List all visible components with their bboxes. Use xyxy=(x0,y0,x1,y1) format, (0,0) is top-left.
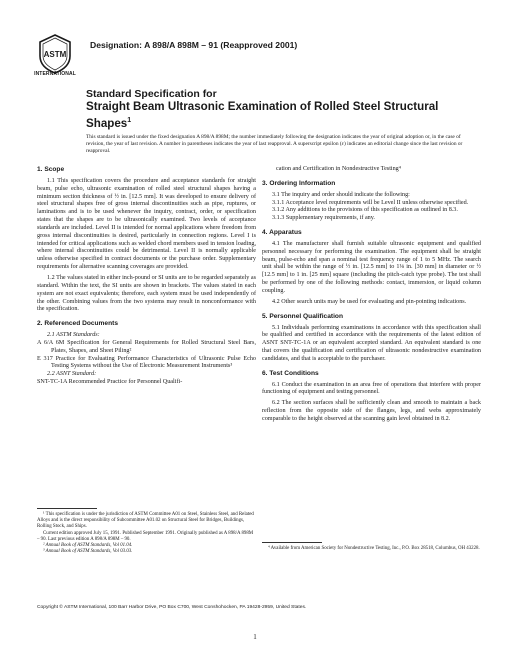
title-prefix: Standard Specification for xyxy=(86,88,217,100)
footnote-divider-right xyxy=(262,542,322,543)
section-heading-scope: 1. Scope xyxy=(37,166,65,173)
section-heading-apparatus: 4. Apparatus xyxy=(262,229,302,237)
paragraph-3-1-2: 3.1.2 Any additions to the provisions of this specification as outlined in 8.3. xyxy=(272,207,458,214)
paragraph-2-1: 2.1 ASTM Standards: xyxy=(47,332,100,339)
section-heading-referenced-documents: 2. Referenced Documents xyxy=(37,320,118,328)
footnote-4: ⁴ Available from American Society for Nondestructive Testing, Inc., P.O. Box 28518, Columbus, OH 43228. xyxy=(268,546,480,551)
title-footnote-ref: 1 xyxy=(127,116,132,124)
reference-continuation: cation and Certification in Nondestructive Testing⁴ xyxy=(276,166,401,172)
page-number: 1 xyxy=(253,633,257,641)
footnote-2: ² Annual Book of ASTM Standards, Vol 01.04. xyxy=(43,543,133,549)
paragraph-3-1-3: 3.1.3 Supplementary requirements, if any. xyxy=(272,215,375,222)
paragraph-2-2: 2.2 ASNT Standard: xyxy=(47,371,97,378)
section-heading-ordering: 3. Ordering Information xyxy=(262,179,336,187)
reference-snt-tc-1a: SNT-TC-1A Recommended Practice for Personnel Qualifi- xyxy=(37,379,183,386)
footnote-1: ¹ This specification is under the jurisdiction of ASTM Committee A01 on Steel, Stainless Steel, and Related Alloys and is the direct responsibility of Subcommittee A01.02 on Structural Steel for Bridges, Buildings, Rolling Stock, and Ships. xyxy=(37,512,254,530)
paragraph-5-1: 5.1 Individuals performing examinations in accordance with this specification shall be qualified and certified in accordance with the requirements of the latest edition of ASNT SNT-TC-1A or an equivalent accepted standard. An equivalent standard is one that covers the qualification and certification of ultrasonic nondestructive examination candidates, and that is acceptable to the purchaser. xyxy=(262,324,481,362)
footnote-divider-left xyxy=(37,508,97,509)
astm-logo xyxy=(38,34,72,74)
paragraph-3-1: 3.1 The inquiry and order should indicate the following: xyxy=(272,191,410,198)
footnote-3: ³ Annual Book of ASTM Standards, Vol 03.03. xyxy=(43,549,133,555)
paragraph-4-1: 4.1 The manufacturer shall furnish suitable ultrasonic equipment and qualified personnel necessary for performing the examination. The equipment shall be straight beam, pulse-echo and span a nominal test frequency range of 1 to 5 MHz. The search unit shall be within the range of ½ in. [12.5 mm] to 1⅛ in. [30 mm] in diameter or ½ [12.5 mm] to 1 in. [25 mm] square (including the pitch-catch type probe). The test shall be performed by one of the following methods: contact, immersion, or liquid column coupling. xyxy=(262,240,481,294)
reference-e317: E 317 Practice for Evaluating Performance Characteristics of Ultrasonic Pulse Echo Testing Systems without the Use of Electronic Measurement Instruments³ xyxy=(37,355,256,370)
title-block xyxy=(86,88,476,130)
footnote-1-edition: Current edition approved July 15, 1991. Published September 1991. Originally published as A 898/A 898M – 90. Last previous edition A 898/A 898M – 90. xyxy=(37,530,254,542)
footnotes-right xyxy=(262,546,481,552)
section-heading-personnel: 5. Personnel Qualification xyxy=(262,312,343,320)
logo-text: ASTM xyxy=(43,50,67,59)
section-heading-test-conditions: 6. Test Conditions xyxy=(262,369,319,377)
paragraph-1-2: 1.2 The values stated in either inch-pound or SI units are to be regarded separately as standard. Within the text, the SI units are shown in brackets. The values stated in each system are not exact equivalents; therefore, each system must be used independently of the other. Combining values from the two systems may result in nonconformance with the specification. xyxy=(37,274,256,313)
paragraph-6-1: 6.1 Conduct the examination in an area free of operations that interfere with proper functioning of equipment and testing personnel. xyxy=(262,381,481,396)
designation: Designation: A 898/A 898M – 91 (Reapproved 2001) xyxy=(90,40,298,50)
paragraph-1-1: 1.1 This specification covers the procedure and acceptance standards for straight beam, pulse echo, ultrasonic examination of rolled steel structural shapes having a minimum section thickness of ½ in. [12.5 mm]. It was developed to ensure delivery of steel structural shapes free of gross internal discontinuities such as pipe, ruptures, or laminations and is to be used whenever the inquiry, contract, order, or specification states that the shapes are to be ultrasonically examined. Two levels of acceptance standards are included. Level II is intended for normal applications where freedom from gross internal discontinuities is desired, particularly in connection regions. Level I is intended for critical applications such as welded chord members used in tension loading, where internal discontinuities could be detrimental. Level II is normally applicable unless otherwise specified in contract documents or the purchase order. Supplementary requirements for alternative scanning coverages are provided. xyxy=(37,177,256,271)
logo-subtext: INTERNATIONAL xyxy=(34,71,76,77)
right-column xyxy=(262,166,481,424)
designation-note: This standard is issued under the fixed designation A 898/A 898M; the number immediately following the designation indicates the year of original adoption or, in the case of revision, the year of last revision. A number in parentheses indicates the year of last reapproval. A superscript epsilon (ε) indicates an editorial change since the last revision or reapproval. xyxy=(86,134,463,154)
reference-a6: A 6/A 6M Specification for General Requirements for Rolled Structural Steel Bars, Plates, Shapes, and Sheet Piling² xyxy=(37,339,256,354)
copyright-line: Copyright © ASTM International, 100 Barr Harbor Drive, PO Box C700, West Conshohocken, PA 19428-2959, United States. xyxy=(37,605,307,610)
left-column xyxy=(37,166,256,387)
footnotes-left xyxy=(37,512,256,555)
page-title xyxy=(86,100,476,130)
paragraph-3-1-1: 3.1.1 Acceptance level requirements will be Level II unless otherwise specified. xyxy=(272,199,469,206)
paragraph-6-2: 6.2 The section surfaces shall be sufficiently clean and smooth to maintain a back reflection from the opposite side of the flanges, legs, and webs approximately comparable to the height observed at the scanning gain level obtained in 8.2. xyxy=(262,400,481,422)
title-main: Straight Beam Ultrasonic Examination of Rolled Steel Structural Shapes xyxy=(86,100,439,130)
paragraph-4-2: 4.2 Other search units may be used for evaluating and pin-pointing indications. xyxy=(272,298,467,305)
